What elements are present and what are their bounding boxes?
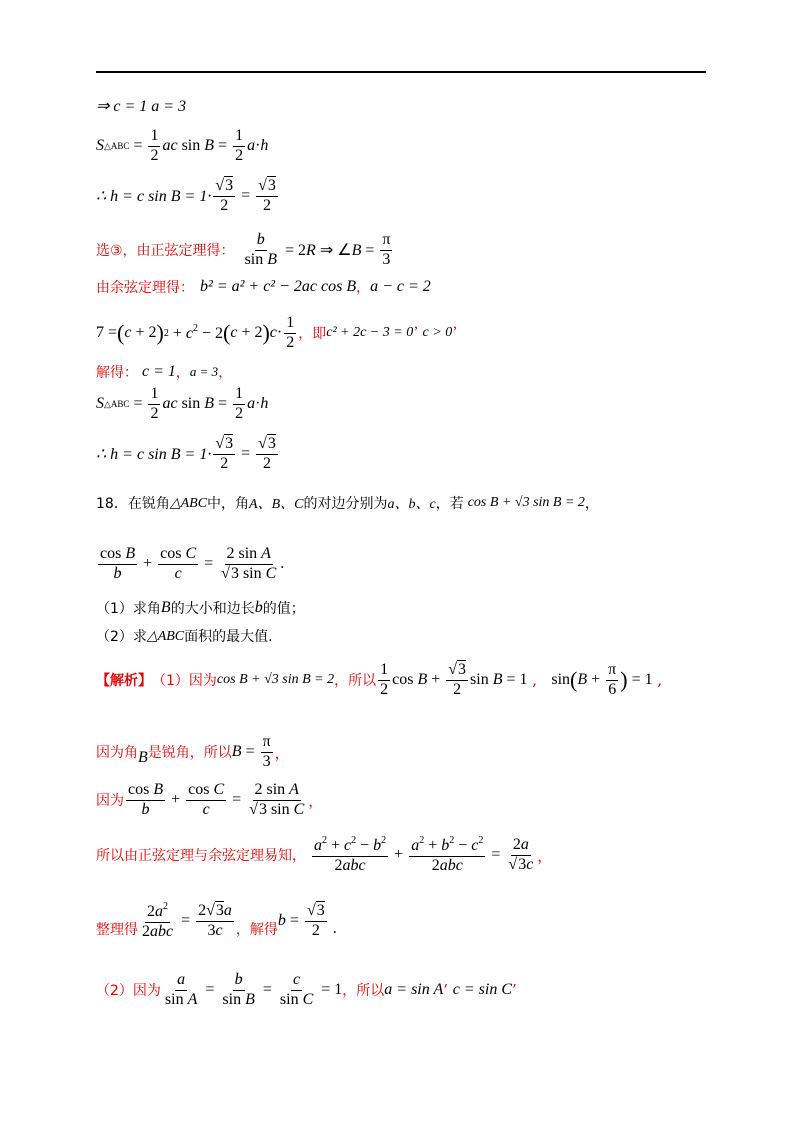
solution-text: ，解得 (235, 922, 278, 939)
a-value: a = 3 (189, 364, 219, 379)
question-1 (96, 598, 305, 618)
solution-text: 所以由正弦定理与余弦定理易知， (96, 848, 306, 865)
solution-text: 因为角 (96, 745, 138, 762)
side-names: a、b、c (387, 497, 436, 512)
triangle-label: △ABC (146, 628, 185, 644)
math-text: ⇒ c = 1 a = 3 (96, 98, 187, 115)
quadratic: c² + 2c − 3 = 0 (326, 325, 414, 341)
solution-sine-cosine: 所以由正弦定理与余弦定理易知， $\frac{a^2 + c^2 - b^2}{\text{2abc}}$ + $\frac{a^2 + b^2 - c^2}{\text{2abc}}$ = $\frac{2a}{√3c}$ ， (96, 835, 553, 874)
side-condition: a − c = 2 (370, 278, 431, 295)
ji-word: ，即 (298, 326, 327, 343)
question-2 (96, 626, 273, 646)
angle-names: A、B、C (249, 497, 304, 512)
solution-simplify: 整理得 $\frac{2a^2}{\text{2abc}}$ = $\frac{2√3a}{3c}$ ，解得 b = $\frac{√3}{2}$ . (96, 901, 337, 940)
question-text: 面积的最大值. (184, 629, 273, 645)
solution-angle-b: 因为角 B 是锐角，所以 B = $\frac{\pi}{3}$ ， (96, 733, 290, 770)
math-text: ∴ h = c sin B = 1· (96, 188, 212, 206)
angle-b: B (138, 749, 148, 767)
cosine-equation: b² = a² + c² − 2ac cos B (200, 278, 357, 295)
height-formula: ∴ h = c sin B = 1· $\frac{√3}{2}$ = $\frac{√3}{2}$ (96, 177, 276, 214)
solution-text: （1）因为 (152, 673, 217, 690)
question-text: 的值； (262, 601, 305, 617)
half-fraction: $\frac{1}{2}$ (286, 314, 295, 351)
area-formula: S △ABC = $\frac{1}{2}$ ac sin B = $\frac{1}{2}$ a · h (96, 127, 269, 164)
line-c-a-values (96, 96, 186, 116)
condition-1: cos B + √3 sin B = 2 (467, 495, 585, 510)
problem-text: 中，角 (207, 496, 250, 512)
cosine-law-line: 由余弦定理得： b² = a² + c² − 2ac cos B ， a − c = 2 (96, 278, 431, 296)
solution-part2: （2）因为 $\frac{a}{\text{sin A}}$ = $\frac{b}{\text{sin B}}$ = $\frac{c}{\text{sin C}}$ = 1 ，所以 a = sin A ’ c = sin C ’ (96, 971, 517, 1008)
angle-b: B (160, 599, 171, 616)
root3-half: $\frac{√3}{2}$ (258, 177, 276, 214)
solution-text: （2）因为 (96, 983, 161, 1000)
solve-intro: 解得： (96, 365, 138, 381)
solution-text: ，所以 (334, 673, 377, 690)
a-equals-sinA: a = sin A (384, 981, 444, 999)
equation-1: cos B + √3 sin B = 2 (216, 672, 335, 688)
side-b: b (254, 599, 263, 616)
solve-line: 解得： c = 1 ， a = 3 ， (96, 363, 233, 381)
height-formula-2: ∴ h = c sin B = 1· $\frac{√3}{2}$ = $\frac{√3}{2}$ (96, 435, 276, 472)
problem-text: 在锐角 (127, 496, 170, 512)
solution-text: ，所以 (342, 983, 385, 1000)
area-symbol: S (96, 137, 104, 155)
option3-sine-law: 选③，由正弦定理得： $\frac{b}{\text{sin B}}$ = 2R ⇒ ∠B = $\frac{\pi}{3}$ (96, 231, 391, 268)
question-text: （2）求 (96, 629, 147, 645)
condition-2: $\frac{\text{cos B}}{b}$ + $\frac{\text{cos C}}{c}$ = $\frac{\text{2 sin A}}{\text{√3 sin C}}$ . (100, 545, 285, 582)
header-rule (96, 71, 706, 73)
solution-part1-line1: 【解析】 （1）因为 cos B + √3 sin B = 2 ，所以 $\frac{1}{2}$ cos B + $\frac{√3}{2}$ sin B = 1 , sin ( B + $\frac{\pi}{6}$ ) = 1 , (96, 661, 663, 698)
problem-text: 的对边分别为 (303, 496, 388, 512)
solution-tag: 【解析】 (96, 673, 152, 690)
solution-given: 因为 $\frac{\text{cos B}}{b}$ + $\frac{\text{cos C}}{c}$ = $\frac{\text{2 sin A}}{\text{√3 sin C}}$ ， (96, 781, 324, 818)
b-over-sinB: $\frac{b}{\text{sin B}}$ (244, 231, 278, 268)
pi-over-3: $\frac{\pi}{3}$ (382, 231, 391, 268)
half-fraction: $\frac{1}{2}$ (235, 127, 244, 164)
problem-text: ，若 (435, 496, 464, 512)
problem-number: 18． (96, 496, 128, 512)
c-value: c = 1 (142, 363, 176, 380)
half-fraction: $\frac{1}{2}$ (150, 127, 159, 164)
root3-half: $\frac{√3}{2}$ (215, 177, 234, 214)
c-positive: c > 0 (422, 325, 453, 341)
problem-18-statement: 18． 在锐角 △ABC 中，角 A、B、C 的对边分别为 a、b、c ，若 cos B + √3 sin B = 2 ， (96, 495, 599, 512)
question-text: （1）求角 (96, 601, 161, 617)
substitution-line: 7 = ( c + 2 ) 2 + $c^2 - 2$ ( c + 2 ) c · $\frac{1}{2}$ ，即 c² + 2c − 3 = 0 ’ c > 0 ’ (96, 314, 458, 351)
area-formula-2: S △ABC = $\frac{1}{2}$ ac sin B = $\frac{1}{2}$ a · h (96, 385, 269, 422)
solution-text: 是锐角，所以 (147, 745, 232, 762)
area-subscript: △ABC (104, 140, 130, 151)
solution-text: 因为 (96, 793, 124, 810)
c-equals-sinC: c = sin C (452, 981, 513, 999)
question-text: 的大小和边长 (170, 601, 255, 617)
solution-text: 整理得 (96, 922, 138, 939)
triangle-label: △ABC (169, 495, 208, 511)
cosine-intro: 由余弦定理得： (96, 280, 194, 296)
option3-intro: 选③，由正弦定理得： (96, 243, 235, 260)
